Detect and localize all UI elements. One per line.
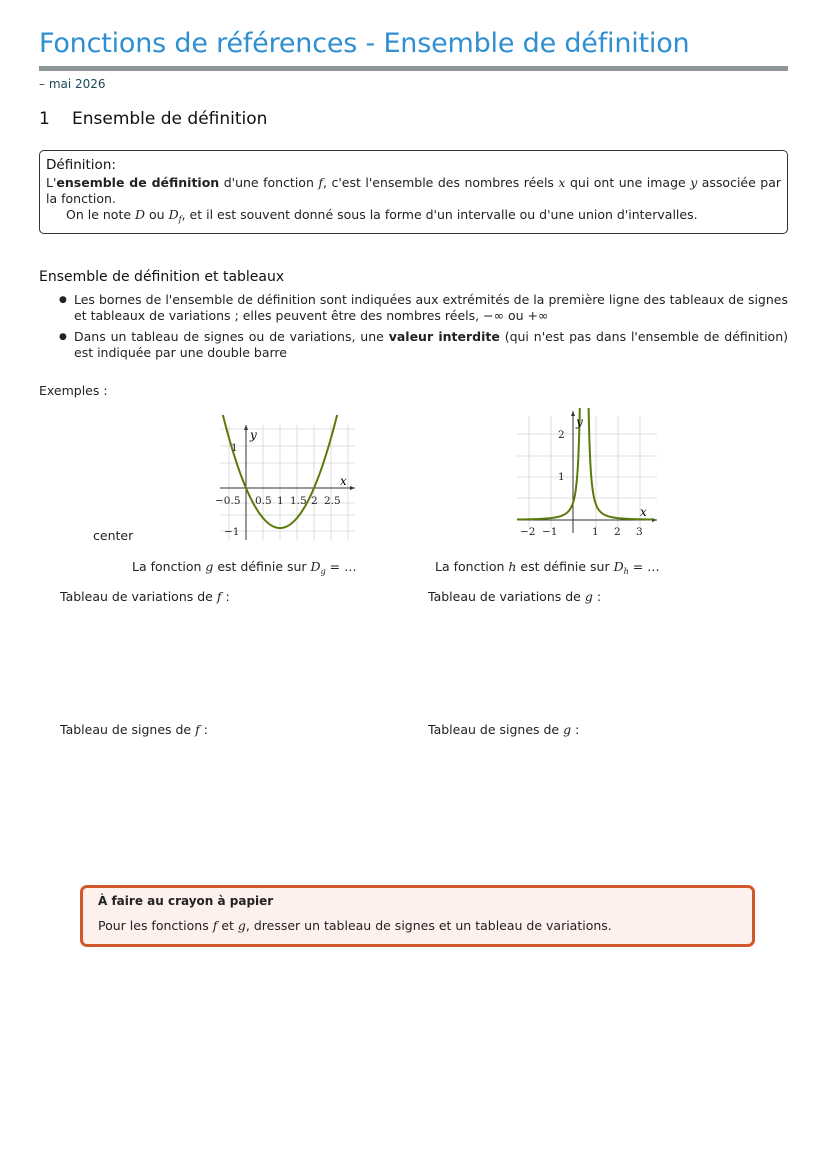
def-Df: D: [168, 207, 179, 222]
curve-right-right-branch: [588, 408, 654, 520]
task-text-part: , dresser un tableau de signes et un tableau de variations.: [245, 918, 612, 933]
def-note-2: , et il est souvent donné sous la forme d'un intervalle ou d'une union d'intervalles.: [181, 207, 698, 222]
caption-text: La fonction: [132, 559, 206, 574]
table-label-text: :: [199, 722, 208, 737]
def-text-3: , c'est l'ensemble des nombres réels: [323, 175, 559, 190]
examples-label: Exemples :: [39, 383, 108, 398]
list-item: [59, 329, 788, 361]
subsection-heading: Ensemble de définition et tableaux: [39, 269, 285, 285]
axes-right: [517, 411, 657, 533]
caption-left: [132, 559, 357, 576]
caption-fn: g: [205, 559, 214, 574]
caption-text: La fonction: [435, 559, 509, 574]
task-title: À faire au crayon à papier: [98, 894, 274, 908]
task-g: g: [237, 918, 246, 933]
caption-text: est définie sur: [516, 559, 614, 574]
axis-label-y: y: [250, 428, 257, 442]
task-text-part: Pour les fonctions: [98, 918, 213, 933]
bullet-text: Dans un tableau de signes ou de variations, une: [74, 329, 389, 344]
caption-text: = …: [325, 559, 357, 574]
bullet-list: [59, 292, 788, 366]
def-note-or: ou: [145, 207, 169, 222]
title-rule: [39, 66, 788, 71]
table-label-text: Tableau de variations de: [428, 589, 585, 604]
graph-left: [210, 415, 360, 545]
table-label-text: :: [571, 722, 580, 737]
grid-left: [220, 425, 355, 540]
caption-D: D: [613, 559, 624, 574]
tick-label-x: 2: [614, 526, 621, 538]
definition-box: [39, 150, 788, 234]
def-note-1: On le note: [66, 207, 136, 222]
tick-label-y: −1: [224, 526, 240, 538]
caption-right: [435, 559, 660, 576]
tick-label-x: 1: [277, 495, 284, 507]
caption-text: = …: [628, 559, 660, 574]
tick-label-x: −0.5: [215, 495, 241, 507]
tick-label-y: 1: [231, 442, 238, 454]
task-text-part: et: [217, 918, 238, 933]
task-box: [80, 885, 755, 947]
task-text: [98, 918, 742, 933]
caption-D: D: [310, 559, 321, 574]
table-label-text: Tableau de signes de: [60, 722, 196, 737]
section-heading: [39, 109, 267, 129]
table-label-fn: f: [216, 589, 222, 604]
tick-label-x: −1: [542, 526, 558, 538]
table-label-text: :: [221, 589, 230, 604]
section-number: 1: [39, 109, 50, 129]
def-text-5: associée par la fonction.: [46, 175, 782, 206]
def-Df-sub: f: [178, 215, 182, 224]
def-D: D: [135, 207, 146, 222]
def-y: y: [690, 175, 698, 190]
definition-title: Définition:: [46, 157, 116, 173]
page-date: – mai 2026: [39, 77, 106, 91]
graph-right: [512, 408, 662, 543]
caption-fn: h: [508, 559, 517, 574]
tick-label-y: 1: [558, 471, 565, 483]
center-word: center: [93, 528, 134, 543]
def-text-4: qui ont une image: [565, 175, 691, 190]
tick-label-x: 1.5: [290, 495, 307, 507]
definition-text: [46, 175, 781, 207]
tick-label-x: −2: [520, 526, 536, 538]
table-label-fn: f: [195, 722, 200, 737]
list-item: [59, 292, 788, 324]
caption-sub: g: [320, 567, 326, 576]
axis-label-y: y: [576, 415, 583, 429]
variation-table-g-label: [428, 589, 601, 604]
sign-table-g-label: [428, 722, 579, 737]
tick-label-x: 0.5: [255, 495, 272, 507]
definition-notation: [46, 207, 781, 228]
tick-label-y: 2: [558, 429, 565, 441]
caption-sub: h: [623, 567, 629, 576]
tick-label-x: 2.5: [324, 495, 341, 507]
axis-label-x: x: [640, 505, 647, 519]
curve-right-left-branch: [517, 408, 581, 520]
grid-right: [517, 416, 657, 528]
variation-table-f-label: [60, 589, 230, 604]
page-title: Fonctions de références - Ensemble de définition: [39, 28, 690, 59]
def-f: f: [318, 175, 324, 190]
table-label-text: :: [592, 589, 602, 604]
tick-label-x: 3: [636, 526, 643, 538]
def-x: x: [558, 175, 566, 190]
sign-table-f-label: [60, 722, 208, 737]
caption-text: est définie sur: [213, 559, 311, 574]
axes-left: [220, 425, 355, 540]
table-label-fn: g: [584, 589, 593, 604]
def-text-2: d'une fonction: [219, 175, 319, 190]
table-label-text: Tableau de variations de: [60, 589, 217, 604]
table-label-fn: g: [563, 722, 572, 737]
tick-label-x: 2: [311, 495, 318, 507]
task-f: f: [212, 918, 218, 933]
bullet-text: Les bornes de l'ensemble de définition sont indiquées aux extrémités de la première ligne des tableaux de signes et tableaux de variations ; elles peuvent être des nombres réels, −∞ ou +∞: [74, 292, 788, 323]
table-label-text: Tableau de signes de: [428, 722, 564, 737]
bullet-bold: valeur interdite: [388, 329, 500, 344]
section-title: Ensemble de définition: [72, 109, 268, 129]
def-text-1: L': [46, 175, 57, 190]
def-term: ensemble de définition: [56, 175, 220, 190]
bullet-text: (qui n'est pas dans l'ensemble de définition) est indiquée par une double barre: [74, 329, 788, 360]
tick-label-x: 1: [592, 526, 599, 538]
axis-label-x: x: [340, 474, 347, 488]
